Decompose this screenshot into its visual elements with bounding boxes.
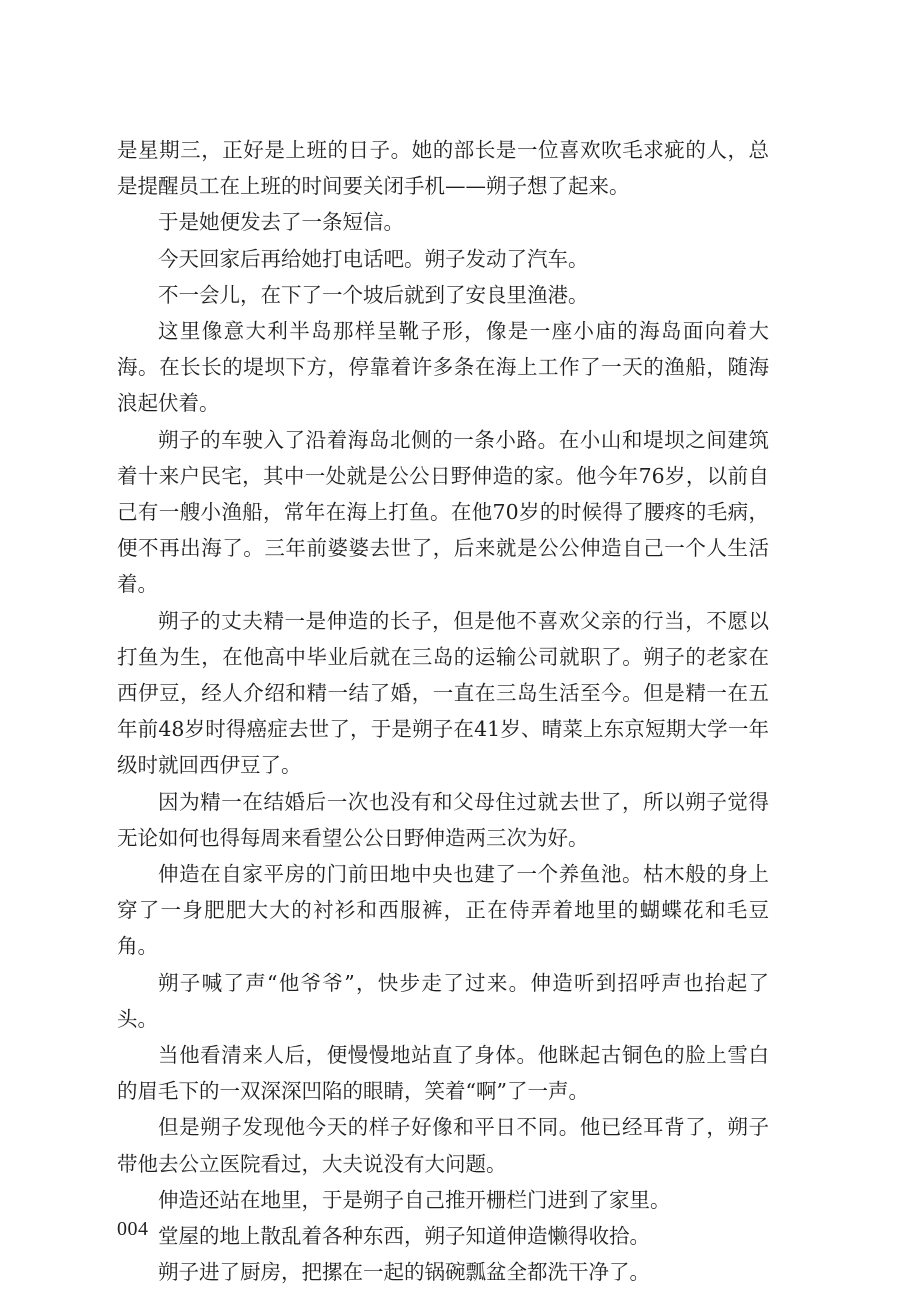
paragraph: 不一会儿，在下了一个坡后就到了安良里渔港。 bbox=[158, 282, 589, 307]
paragraph: 于是她便发去了一条短信。 bbox=[158, 210, 404, 235]
paragraph: 堂屋的地上散乱着各种东西，朔子知道伸造懒得收拾。 bbox=[158, 1224, 650, 1249]
page-body bbox=[117, 132, 769, 1291]
paragraph: 这里像意大利半岛那样呈靴子形，像是一座小庙的海岛面向着大海。在长长的堤坝下方，停靠着许多条在海上工作了一天的渔船，随海浪起伏着。 bbox=[117, 319, 769, 416]
paragraph: 今天回家后再给她打电话吧。朔子发动了汽车。 bbox=[158, 246, 589, 271]
paragraph: 但是朔子发现他今天的样子好像和平日不同。他已经耳背了，朔子带他去公立医院看过，大夫说没有大问题。 bbox=[117, 1115, 769, 1176]
paragraph: 伸造还站在地里，于是朔子自己推开栅栏门进到了家里。 bbox=[158, 1187, 671, 1212]
page-number: 004 bbox=[117, 1218, 149, 1240]
paragraph: 伸造在自家平房的门前田地中央也建了一个养鱼池。枯木般的身上穿了一身肥肥大大的衬衫和西服裤，正在侍弄着地里的蝴蝶花和毛豆角。 bbox=[117, 862, 769, 959]
paragraph: 朔子喊了声“他爷爷”，快步走了过来。伸造听到招呼声也抬起了头。 bbox=[117, 970, 769, 1031]
paragraph: 当他看清来人后，便慢慢地站直了身体。他眯起古铜色的脸上雪白的眉毛下的一双深深凹陷的眼睛，笑着“啊”了一声。 bbox=[117, 1043, 769, 1104]
paragraph: 朔子的车驶入了沿着海岛北侧的一条小路。在小山和堤坝之间建筑着十来户民宅，其中一处就是公公日野伸造的家。他今年76岁，以前自己有一艘小渔船，常年在海上打鱼。在他70岁的时候得了腰疼的毛病，便不再出海了。三年前婆婆去世了，后来就是公公伸造自己一个人生活着。 bbox=[117, 427, 769, 597]
paragraph: 朔子的丈夫精一是伸造的长子，但是他不喜欢父亲的行当，不愿以打鱼为生，在他高中毕业后就在三岛的运输公司就职了。朔子的老家在西伊豆，经人介绍和精一结了婚，一直在三岛生活至今。但是精一在五年前48岁时得癌症去世了，于是朔子在41岁、晴菜上东京短期大学一年级时就回西伊豆了。 bbox=[117, 608, 769, 778]
paragraph: 朔子进了厨房，把摞在一起的锅碗瓢盆全都洗干净了。 bbox=[158, 1260, 650, 1285]
paragraph-continued: 是星期三，正好是上班的日子。她的部长是一位喜欢吹毛求疵的人，总是提醒员工在上班的时间要关闭手机——朔子想了起来。 bbox=[117, 138, 769, 199]
paragraph: 因为精一在结婚后一次也没有和父母住过就去世了，所以朔子觉得无论如何也得每周来看望公公日野伸造两三次为好。 bbox=[117, 789, 769, 850]
